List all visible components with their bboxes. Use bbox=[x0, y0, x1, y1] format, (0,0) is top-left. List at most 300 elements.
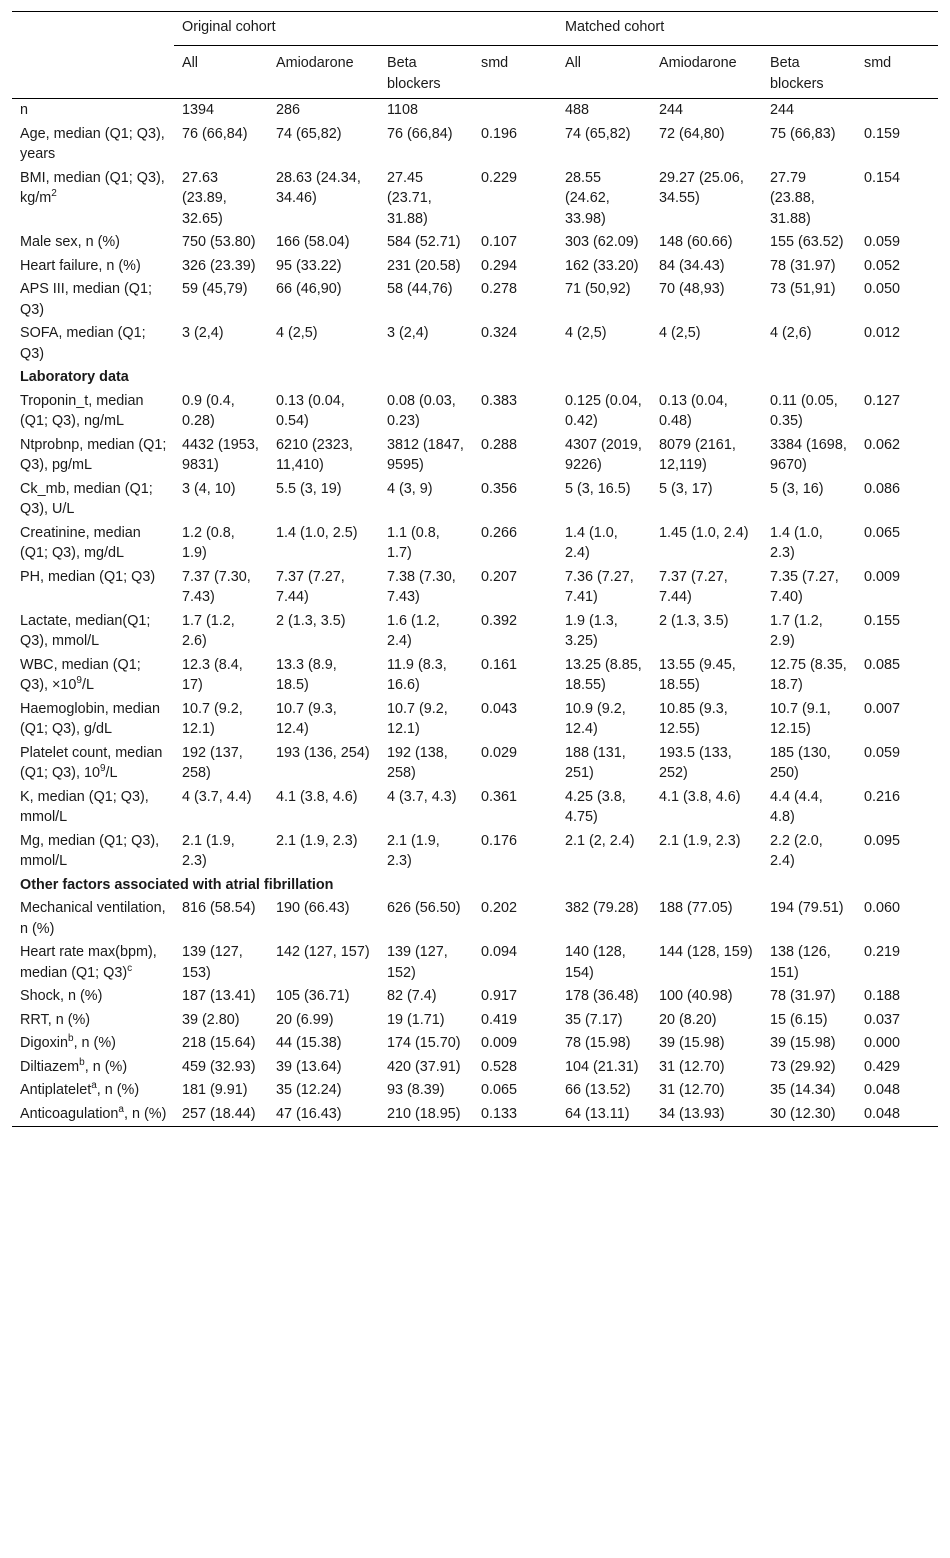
row-label-cell bbox=[12, 1079, 174, 1103]
table-cell: 218 (15.64) bbox=[182, 1035, 256, 1051]
table-cell: 0.528 bbox=[481, 1058, 518, 1075]
row-label-suffix: , n (%) bbox=[123, 1105, 167, 1122]
row-label-cell bbox=[12, 985, 174, 1009]
row-label-suffix: , n (%) bbox=[96, 1082, 140, 1098]
table-cell: 190 (66.43) bbox=[276, 900, 350, 916]
table-cell: 0.037 bbox=[864, 1011, 901, 1028]
table-cell: 0.062 bbox=[864, 436, 901, 453]
section-row bbox=[12, 874, 938, 898]
section-heading: Other factors associated with atrial fibrillation bbox=[20, 876, 334, 893]
row-label-cell bbox=[12, 478, 174, 522]
table-row bbox=[12, 985, 938, 1009]
table-cell: 584 (52.71) bbox=[387, 234, 461, 250]
table-cell: 0.059 bbox=[864, 744, 901, 761]
table-cell: 76 (66,84) bbox=[387, 125, 453, 142]
table-cell: 35 (7.17) bbox=[565, 1011, 623, 1028]
section-heading: Laboratory data bbox=[20, 369, 129, 385]
row-label: SOFA, median (Q1; Q3) bbox=[20, 325, 146, 362]
cohort-characteristics-table bbox=[12, 11, 938, 1127]
row-label-cell bbox=[12, 99, 174, 123]
column-header: Amiodarone bbox=[276, 55, 354, 71]
table-cell: 2.1 (2, 2.4) bbox=[565, 832, 635, 849]
table-cell: 244 bbox=[770, 102, 795, 118]
table-cell: 2.1 (1.9, 2.3) bbox=[387, 832, 440, 869]
table-cell: 13.25 (8.85, 18.55) bbox=[565, 656, 642, 693]
table-cell: 0.127 bbox=[864, 392, 901, 409]
table-cell: 4 (2,5) bbox=[565, 325, 607, 341]
row-label-cell bbox=[12, 654, 174, 698]
group-header-matched: Matched cohort bbox=[557, 12, 938, 46]
table-cell: 750 (53.80) bbox=[182, 234, 256, 250]
table-cell: 28.55 (24.62, 33.98) bbox=[565, 169, 610, 227]
table-cell: 10.7 (9.2, 12.1) bbox=[182, 700, 243, 737]
table-cell: 19 (1.71) bbox=[387, 1011, 445, 1028]
table-cell: 72 (64,80) bbox=[659, 125, 725, 142]
row-label: Lactate, median(Q1; Q3), mmol/L bbox=[20, 612, 151, 649]
table-cell: 78 (15.98) bbox=[565, 1035, 631, 1051]
table-row bbox=[12, 99, 938, 123]
table-row bbox=[12, 566, 938, 610]
table-cell: 194 (79.51) bbox=[770, 900, 844, 916]
table-cell: 2 (1.3, 3.5) bbox=[659, 612, 729, 629]
table-cell: 0.356 bbox=[481, 480, 518, 497]
table-cell: 0.288 bbox=[481, 436, 518, 453]
table-cell: 74 (65,82) bbox=[276, 125, 342, 142]
table-cell: 5.5 (3, 19) bbox=[276, 480, 342, 497]
table-cell: 326 (23.39) bbox=[182, 257, 256, 274]
table-row bbox=[12, 742, 938, 786]
table-cell: 1.1 (0.8, 1.7) bbox=[387, 524, 440, 561]
table-cell: 0.266 bbox=[481, 524, 518, 541]
table-cell: 3 (4, 10) bbox=[182, 480, 236, 497]
table-cell: 30 (12.30) bbox=[770, 1105, 836, 1122]
row-label-superscript: b bbox=[68, 1033, 74, 1045]
row-label: BMI, median (Q1; Q3), kg/m bbox=[20, 169, 165, 206]
row-label-superscript: 9 bbox=[99, 763, 106, 775]
table-cell: 95 (33.22) bbox=[276, 257, 342, 274]
table-cell: 73 (51,91) bbox=[770, 281, 836, 297]
table-cell: 0.917 bbox=[481, 988, 518, 1004]
table-cell: 0.202 bbox=[481, 900, 518, 916]
table-cell: 303 (62.09) bbox=[565, 234, 639, 250]
row-label-cell bbox=[12, 830, 174, 874]
table-cell: 2.1 (1.9, 2.3) bbox=[182, 832, 235, 869]
row-label-superscript: c bbox=[127, 962, 133, 974]
row-label-cell bbox=[12, 322, 174, 366]
table-cell: 0.009 bbox=[481, 1035, 518, 1051]
table-cell: 10.7 (9.2, 12.1) bbox=[387, 700, 448, 737]
column-header: All bbox=[565, 55, 581, 71]
table-cell: 7.36 (7.27, 7.41) bbox=[565, 568, 634, 605]
row-label-cell bbox=[12, 434, 174, 478]
table-cell: 47 (16.43) bbox=[276, 1105, 342, 1122]
row-label: Mg, median (Q1; Q3), mmol/L bbox=[20, 832, 160, 869]
table-cell: 8079 (2161, 12,119) bbox=[659, 436, 736, 473]
table-cell: 0.159 bbox=[864, 125, 901, 142]
table-cell: 4 (2,6) bbox=[770, 325, 812, 341]
row-label: Diltiazem bbox=[20, 1058, 80, 1075]
table-row bbox=[12, 1032, 938, 1056]
table-cell: 20 (6.99) bbox=[276, 1011, 334, 1028]
row-label-cell bbox=[12, 123, 174, 167]
table-cell: 166 (58.04) bbox=[276, 234, 350, 250]
table-cell: 82 (7.4) bbox=[387, 988, 437, 1004]
table-cell: 4432 (1953, 9831) bbox=[182, 436, 259, 473]
table-cell: 4 (2,5) bbox=[659, 325, 701, 341]
table-cell: 0.219 bbox=[864, 944, 901, 960]
table-cell: 0.154 bbox=[864, 169, 901, 186]
table-cell: 0.050 bbox=[864, 281, 901, 297]
table-cell: 0.13 (0.04, 0.48) bbox=[659, 392, 728, 429]
table-row bbox=[12, 322, 938, 366]
table-cell: 35 (12.24) bbox=[276, 1082, 342, 1098]
row-label-cell bbox=[12, 278, 174, 322]
table-row bbox=[12, 1103, 938, 1127]
table-cell: 4.1 (3.8, 4.6) bbox=[659, 788, 741, 805]
table-cell: 1108 bbox=[387, 102, 418, 118]
table-cell: 816 (58.54) bbox=[182, 900, 256, 916]
row-label-cell bbox=[12, 786, 174, 830]
section-row bbox=[12, 366, 938, 390]
table-cell: 4307 (2019, 9226) bbox=[565, 436, 642, 473]
table-cell: 71 (50,92) bbox=[565, 281, 631, 297]
group-header-original: Original cohort bbox=[174, 12, 557, 46]
table-cell: 138 (126, 151) bbox=[770, 944, 831, 981]
table-cell: 7.37 (7.27, 7.44) bbox=[659, 568, 728, 605]
table-row bbox=[12, 123, 938, 167]
table-cell: 3384 (1698, 9670) bbox=[770, 436, 847, 473]
table-cell: 2 (1.3, 3.5) bbox=[276, 612, 346, 629]
table-cell: 4 (2,5) bbox=[276, 325, 318, 341]
table-cell: 3 (2,4) bbox=[182, 325, 224, 341]
table-cell: 188 (131, 251) bbox=[565, 744, 626, 781]
table-cell: 0.161 bbox=[481, 656, 518, 673]
table-cell: 178 (36.48) bbox=[565, 988, 639, 1004]
table-cell: 1.2 (0.8, 1.9) bbox=[182, 524, 235, 561]
row-label: K, median (Q1; Q3), mmol/L bbox=[20, 788, 149, 825]
table-cell: 4 (3, 9) bbox=[387, 480, 433, 497]
table-cell: 64 (13.11) bbox=[565, 1105, 630, 1122]
table-cell: 5 (3, 16.5) bbox=[565, 480, 631, 497]
table-cell: 192 (137, 258) bbox=[182, 744, 243, 781]
table-cell: 1.7 (1.2, 2.6) bbox=[182, 612, 235, 649]
table-cell: 4 (3.7, 4.4) bbox=[182, 788, 252, 805]
row-label-cell bbox=[12, 1056, 174, 1080]
table-cell: 257 (18.44) bbox=[182, 1105, 256, 1122]
table-cell: 3 (2,4) bbox=[387, 325, 429, 341]
column-header: All bbox=[182, 55, 198, 71]
table-cell: 0.065 bbox=[481, 1082, 518, 1098]
table-cell: 0.095 bbox=[864, 832, 901, 849]
column-header: Amiodarone bbox=[659, 55, 737, 71]
row-label: WBC, median (Q1; Q3), ×10 bbox=[20, 656, 141, 693]
table-row bbox=[12, 610, 938, 654]
column-header: Beta blockers bbox=[770, 55, 824, 92]
row-label-suffix: , n (%) bbox=[73, 1035, 116, 1051]
table-cell: 0.11 (0.05, 0.35) bbox=[770, 392, 838, 429]
table-cell: 1.7 (1.2, 2.9) bbox=[770, 612, 823, 649]
table-cell: 27.79 (23.88, 31.88) bbox=[770, 169, 815, 227]
table-cell: 0.043 bbox=[481, 700, 518, 717]
row-label: Ntprobnp, median (Q1; Q3), pg/mL bbox=[20, 436, 167, 473]
row-label-cell bbox=[12, 390, 174, 434]
table-cell: 70 (48,93) bbox=[659, 281, 725, 297]
table-cell: 0.324 bbox=[481, 325, 518, 341]
table-cell: 0.278 bbox=[481, 281, 518, 297]
row-label-suffix: /L bbox=[105, 765, 118, 781]
row-label: Platelet count, median (Q1; Q3), 10 bbox=[20, 744, 163, 781]
table-cell: 4.25 (3.8, 4.75) bbox=[565, 788, 626, 825]
row-label-cell bbox=[12, 566, 174, 610]
table-cell: 1.9 (1.3, 3.25) bbox=[565, 612, 618, 649]
table-cell: 78 (31.97) bbox=[770, 257, 836, 274]
table-row bbox=[12, 698, 938, 742]
table-cell: 5 (3, 16) bbox=[770, 480, 824, 497]
table-cell: 0.188 bbox=[864, 988, 901, 1004]
table-cell: 1.4 (1.0, 2.5) bbox=[276, 524, 358, 541]
table-row bbox=[12, 278, 938, 322]
table-cell: 0.383 bbox=[481, 392, 518, 409]
table-row bbox=[12, 1009, 938, 1033]
table-cell: 0.048 bbox=[864, 1105, 901, 1122]
table-cell: 75 (66,83) bbox=[770, 125, 836, 142]
row-label: Ck_mb, median (Q1; Q3), U/L bbox=[20, 480, 153, 517]
table-row bbox=[12, 786, 938, 830]
table-row bbox=[12, 434, 938, 478]
row-label: PH, median (Q1; Q3) bbox=[20, 568, 156, 585]
table-cell: 7.38 (7.30, 7.43) bbox=[387, 568, 456, 605]
table-cell: 2.2 (2.0, 2.4) bbox=[770, 832, 823, 869]
table-cell: 10.9 (9.2, 12.4) bbox=[565, 700, 626, 737]
table-cell: 0.009 bbox=[864, 568, 901, 585]
table-cell: 155 (63.52) bbox=[770, 234, 844, 250]
table-cell: 0.029 bbox=[481, 744, 518, 761]
table-cell: 0.048 bbox=[864, 1082, 901, 1098]
row-label-cell bbox=[12, 742, 174, 786]
row-label-suffix: , n (%) bbox=[84, 1058, 128, 1075]
row-label-cell bbox=[12, 1103, 174, 1127]
table-cell: 244 bbox=[659, 102, 684, 118]
table-cell: 0.207 bbox=[481, 568, 518, 585]
table-cell: 162 (33.20) bbox=[565, 257, 639, 274]
row-label-superscript: 9 bbox=[76, 675, 82, 687]
table-cell: 0.229 bbox=[481, 169, 518, 186]
table-row bbox=[12, 167, 938, 232]
table-cell: 231 (20.58) bbox=[387, 257, 461, 274]
table-cell: 44 (15.38) bbox=[276, 1035, 342, 1051]
table-cell: 66 (46,90) bbox=[276, 281, 342, 297]
table-row bbox=[12, 478, 938, 522]
header-blank bbox=[12, 12, 174, 99]
table-cell: 12.3 (8.4, 17) bbox=[182, 656, 243, 693]
table-cell: 74 (65,82) bbox=[565, 125, 631, 142]
table-cell: 59 (45,79) bbox=[182, 281, 248, 297]
table-cell: 0.08 (0.03, 0.23) bbox=[387, 392, 456, 429]
row-label: Mechanical ventilation, n (%) bbox=[20, 900, 166, 937]
table-cell: 0.392 bbox=[481, 612, 518, 629]
table-cell: 1.4 (1.0, 2.3) bbox=[770, 524, 823, 561]
table-cell: 84 (34.43) bbox=[659, 257, 725, 274]
table-cell: 139 (127, 152) bbox=[387, 944, 448, 981]
row-label-cell bbox=[12, 698, 174, 742]
row-label-superscript: a bbox=[91, 1080, 97, 1092]
table-cell: 210 (18.95) bbox=[387, 1105, 461, 1122]
table-cell: 28.63 (24.34, 34.46) bbox=[276, 169, 361, 206]
table-row bbox=[12, 390, 938, 434]
row-label: Troponin_t, median (Q1; Q3), ng/mL bbox=[20, 392, 144, 429]
table-cell: 139 (127, 153) bbox=[182, 944, 243, 981]
table-cell: 20 (8.20) bbox=[659, 1011, 717, 1028]
table-cell: 420 (37.91) bbox=[387, 1058, 461, 1075]
row-label: Anticoagulation bbox=[20, 1105, 119, 1122]
table-cell: 0.133 bbox=[481, 1105, 518, 1122]
table-cell bbox=[856, 99, 938, 123]
table-cell: 0.429 bbox=[864, 1058, 901, 1075]
table-cell: 39 (13.64) bbox=[276, 1058, 342, 1075]
table-cell: 0.065 bbox=[864, 524, 901, 541]
table-cell: 142 (127, 157) bbox=[276, 944, 370, 960]
row-label: Antiplatelet bbox=[20, 1082, 92, 1098]
table-cell: 7.35 (7.27, 7.40) bbox=[770, 568, 839, 605]
table-cell: 174 (15.70) bbox=[387, 1035, 461, 1051]
table-cell: 2.1 (1.9, 2.3) bbox=[659, 832, 741, 849]
table-cell: 10.7 (9.1, 12.15) bbox=[770, 700, 831, 737]
table-cell: 0.059 bbox=[864, 234, 901, 250]
table-cell: 93 (8.39) bbox=[387, 1082, 445, 1098]
row-label-superscript: a bbox=[118, 1103, 124, 1115]
row-label-cell bbox=[12, 255, 174, 279]
row-label-cell bbox=[12, 1009, 174, 1033]
table-cell: 78 (31.97) bbox=[770, 988, 836, 1004]
table-cell: 181 (9.91) bbox=[182, 1082, 248, 1098]
table-cell: 0.060 bbox=[864, 900, 901, 916]
table-cell: 105 (36.71) bbox=[276, 988, 350, 1004]
row-label: Age, median (Q1; Q3), years bbox=[20, 125, 165, 162]
table-cell: 1394 bbox=[182, 102, 215, 118]
table-cell: 626 (56.50) bbox=[387, 900, 461, 916]
row-label: n bbox=[20, 102, 29, 118]
table-cell: 185 (130, 250) bbox=[770, 744, 831, 781]
table-row bbox=[12, 897, 938, 941]
table-cell: 1.4 (1.0, 2.4) bbox=[565, 524, 618, 561]
table-cell: 0.294 bbox=[481, 257, 518, 274]
table-cell: 31 (12.70) bbox=[659, 1058, 725, 1075]
row-label: Heart rate max(bpm), median (Q1; Q3) bbox=[20, 944, 157, 981]
table-cell: 0.000 bbox=[864, 1035, 901, 1051]
row-label: Digoxin bbox=[20, 1035, 68, 1051]
table-cell: 13.55 (9.45, 18.55) bbox=[659, 656, 736, 693]
row-label: Heart failure, n (%) bbox=[20, 257, 141, 274]
table-cell: 0.419 bbox=[481, 1011, 518, 1028]
row-label: RRT, n (%) bbox=[20, 1011, 91, 1028]
table-row bbox=[12, 941, 938, 985]
table-cell: 58 (44,76) bbox=[387, 281, 453, 297]
table-cell: 187 (13.41) bbox=[182, 988, 256, 1004]
table-cell: 39 (2.80) bbox=[182, 1011, 240, 1028]
table-cell: 0.012 bbox=[864, 325, 901, 341]
table-cell: 6210 (2323, 11,410) bbox=[276, 436, 353, 473]
table-cell: 0.9 (0.4, 0.28) bbox=[182, 392, 235, 429]
table-row bbox=[12, 830, 938, 874]
table-cell: 31 (12.70) bbox=[659, 1082, 725, 1098]
row-label-cell bbox=[12, 941, 174, 985]
table-cell: 382 (79.28) bbox=[565, 900, 639, 916]
table-cell: 2.1 (1.9, 2.3) bbox=[276, 832, 358, 849]
table-cell: 488 bbox=[565, 102, 590, 118]
table-cell: 39 (15.98) bbox=[659, 1035, 725, 1051]
table-cell: 1.6 (1.2, 2.4) bbox=[387, 612, 440, 649]
table-cell: 27.63 (23.89, 32.65) bbox=[182, 169, 227, 227]
table-cell: 27.45 (23.71, 31.88) bbox=[387, 169, 432, 227]
table-row bbox=[12, 255, 938, 279]
table-cell: 0.216 bbox=[864, 788, 901, 805]
table-cell: 4.1 (3.8, 4.6) bbox=[276, 788, 358, 805]
table-cell: 1.45 (1.0, 2.4) bbox=[659, 524, 749, 541]
table-cell: 0.052 bbox=[864, 257, 901, 274]
table-cell: 4 (3.7, 4.3) bbox=[387, 788, 457, 805]
table-body bbox=[12, 99, 938, 1127]
row-label-cell bbox=[12, 231, 174, 255]
table-cell: 193.5 (133, 252) bbox=[659, 744, 732, 781]
table-cell: 0.361 bbox=[481, 788, 518, 805]
table-cell: 39 (15.98) bbox=[770, 1035, 836, 1051]
table-row bbox=[12, 1079, 938, 1103]
table-cell: 35 (14.34) bbox=[770, 1082, 836, 1098]
table-cell: 100 (40.98) bbox=[659, 988, 733, 1004]
table-cell: 76 (66,84) bbox=[182, 125, 248, 142]
table-cell: 0.007 bbox=[864, 700, 901, 717]
table-cell: 188 (77.05) bbox=[659, 900, 733, 916]
column-header: Beta blockers bbox=[387, 55, 441, 92]
table-cell: 7.37 (7.30, 7.43) bbox=[182, 568, 251, 605]
row-label: Creatinine, median (Q1; Q3), mg/dL bbox=[20, 524, 141, 561]
table-row bbox=[12, 231, 938, 255]
row-label-superscript: b bbox=[79, 1056, 85, 1068]
table-cell: 0.107 bbox=[481, 234, 518, 250]
row-label: APS III, median (Q1; Q3) bbox=[20, 281, 152, 318]
table-cell: 10.7 (9.3, 12.4) bbox=[276, 700, 337, 737]
table-cell bbox=[473, 99, 557, 123]
table-cell: 144 (128, 159) bbox=[659, 944, 753, 960]
table-cell: 0.085 bbox=[864, 656, 901, 673]
row-label-cell bbox=[12, 522, 174, 566]
table-cell: 7.37 (7.27, 7.44) bbox=[276, 568, 345, 605]
row-label: Shock, n (%) bbox=[20, 988, 103, 1004]
table-cell: 13.3 (8.9, 18.5) bbox=[276, 656, 337, 693]
table-cell: 29.27 (25.06, 34.55) bbox=[659, 169, 744, 206]
column-header: smd bbox=[481, 55, 509, 71]
table-cell: 140 (128, 154) bbox=[565, 944, 626, 981]
table-cell: 0.094 bbox=[481, 944, 518, 960]
table-cell: 5 (3, 17) bbox=[659, 480, 713, 497]
table-cell: 12.75 (8.35, 18.7) bbox=[770, 656, 847, 693]
table-cell: 0.13 (0.04, 0.54) bbox=[276, 392, 345, 429]
row-label-suffix: /L bbox=[81, 677, 94, 693]
table-cell: 192 (138, 258) bbox=[387, 744, 448, 781]
table-cell: 0.176 bbox=[481, 832, 518, 849]
table-cell: 104 (21.31) bbox=[565, 1058, 639, 1075]
row-label-cell bbox=[12, 1032, 174, 1056]
row-label-cell bbox=[12, 167, 174, 232]
row-label-cell bbox=[12, 897, 174, 941]
column-header: smd bbox=[864, 55, 892, 71]
row-label: Haemoglobin, median (Q1; Q3), g/dL bbox=[20, 700, 160, 737]
table-cell: 15 (6.15) bbox=[770, 1011, 828, 1028]
table-row bbox=[12, 654, 938, 698]
table-cell: 4.4 (4.4, 4.8) bbox=[770, 788, 823, 825]
table-cell: 11.9 (8.3, 16.6) bbox=[387, 656, 447, 693]
table-cell: 10.85 (9.3, 12.55) bbox=[659, 700, 728, 737]
